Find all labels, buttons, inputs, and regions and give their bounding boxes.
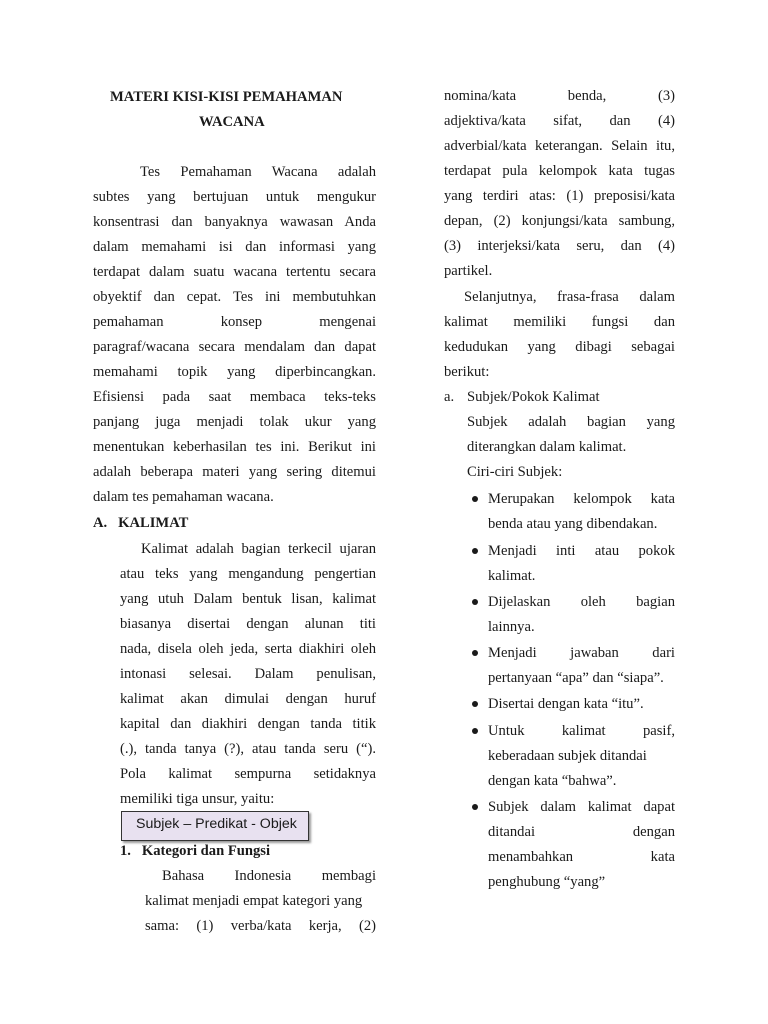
kalimat-line: memiliki tiga unsur, yaitu:: [120, 791, 275, 807]
bullet-dot-icon: [472, 548, 478, 554]
bullet-line: Menjadi inti atau pokok: [488, 543, 675, 559]
kategori-line: kalimat menjadi empat kategori yang: [145, 893, 363, 909]
bullet-line: Subjek dalam kalimat dapat: [488, 799, 675, 815]
frasa-line: Selanjutnya, frasa-frasa dalam: [464, 289, 675, 305]
bullet-line: Menjadi jawaban dari: [488, 645, 675, 661]
bullet-dot-icon: [472, 496, 478, 502]
intro-line: Tes Pemahaman Wacana adalah: [140, 164, 376, 180]
intro-line: panjang juga menjadi tolak ukur yang: [93, 414, 376, 430]
bullet-line: benda atau yang dibendakan.: [488, 516, 658, 532]
subjek-def-line: Subjek adalah bagian yang: [467, 414, 675, 430]
frasa-line: berikut:: [444, 364, 490, 380]
bullet-dot-icon: [472, 701, 478, 707]
cont-line: yang terdiri atas: (1) preposisi/kata: [444, 188, 675, 204]
title-line-2: WACANA: [199, 114, 265, 130]
subjek-def-line: diterangkan dalam kalimat.: [467, 439, 627, 455]
intro-line: dalam memahami isi dan informasi yang: [93, 239, 376, 255]
kalimat-line: Pola kalimat sempurna setidaknya: [120, 766, 376, 782]
cont-line: nomina/kata benda, (3): [444, 88, 675, 104]
kalimat-line: Kalimat adalah bagian terkecil ujaran: [141, 541, 376, 557]
kalimat-line: intonasi selesai. Dalam penulisan,: [120, 666, 376, 682]
bullet-line: pertanyaan “apa” dan “siapa”.: [488, 670, 664, 686]
kategori-line: sama: (1) verba/kata kerja, (2): [145, 918, 376, 934]
intro-line: paragraf/wacana secara mendalam dan dapat: [93, 339, 376, 355]
intro-line: terdapat dalam suatu wacana tertentu secara: [93, 264, 376, 280]
intro-line: Efisiensi pada saat membaca teks-teks: [93, 389, 376, 405]
bullet-dot-icon: [472, 599, 478, 605]
bullet-line: keberadaan subjek ditandai: [488, 748, 647, 764]
kalimat-line: atau teks yang mengandung pengertian: [120, 566, 376, 582]
bullet-line: ditandai dengan: [488, 824, 675, 840]
cont-line: (3) interjeksi/kata seru, dan (4): [444, 238, 675, 254]
subheading-kategori: 1. Kategori dan Fungsi: [120, 843, 271, 859]
bullet-dot-icon: [472, 650, 478, 656]
bullet-line: lainnya.: [488, 619, 535, 635]
frasa-line: kedudukan yang dibagi sebagai: [444, 339, 675, 355]
bullet-line: Merupakan kelompok kata: [488, 491, 675, 507]
sentence-pattern-text: Subjek – Predikat - Objek: [136, 816, 297, 832]
kategori-line: Bahasa Indonesia membagi: [162, 868, 376, 884]
intro-line: dalam tes pemahaman wacana.: [93, 489, 274, 505]
bullet-line: penghubung “yang”: [488, 874, 606, 890]
cont-line: adverbial/kata keterangan. Selain itu,: [444, 138, 675, 154]
bullet-line: kalimat.: [488, 568, 536, 584]
bullet-line: Dijelaskan oleh bagian: [488, 594, 675, 610]
cont-line: depan, (2) konjungsi/kata sambung,: [444, 213, 675, 229]
bullet-line: Disertai dengan kata “itu”.: [488, 696, 644, 712]
kalimat-line: biasanya disertai dengan alunan titi: [120, 616, 376, 632]
intro-line: menentukan keberhasilan tes ini. Berikut ini: [93, 439, 376, 455]
intro-line: memahami topik yang diperbincangkan.: [93, 364, 376, 380]
bullet-line: menambahkan kata: [488, 849, 675, 865]
kalimat-line: kalimat akan dimulai dengan huruf: [120, 691, 376, 707]
list-marker-a: a.: [444, 389, 455, 405]
cont-line: partikel.: [444, 263, 493, 279]
bullet-dot-icon: [472, 728, 478, 734]
bullet-line: dengan kata “bahwa”.: [488, 773, 617, 789]
ciri-heading: Ciri-ciri Subjek:: [467, 464, 563, 480]
intro-line: adalah beberapa materi yang sering ditemui: [93, 464, 376, 480]
intro-line: subtes yang bertujuan untuk mengukur: [93, 189, 376, 205]
cont-line: adjektiva/kata sifat, dan (4): [444, 113, 675, 129]
intro-line: pemahaman konsep mengenai: [93, 314, 376, 330]
intro-line: obyektif dan cepat. Tes ini membutuhkan: [93, 289, 376, 305]
title-line-1: MATERI KISI-KISI PEMAHAMAN: [110, 89, 343, 105]
kalimat-line: (.), tanda tanya (?), atau tanda seru (“).: [120, 741, 376, 757]
kalimat-line: yang utuh Dalam bentuk lisan, kalimat: [120, 591, 376, 607]
section-heading-kalimat: A. KALIMAT: [93, 515, 189, 531]
subjek-heading: Subjek/Pokok Kalimat: [467, 389, 600, 405]
bullet-line: Untuk kalimat pasif,: [488, 723, 675, 739]
intro-line: konsentrasi dan banyaknya wawasan Anda: [93, 214, 376, 230]
frasa-line: kalimat memiliki fungsi dan: [444, 314, 675, 330]
cont-line: terdapat pula kelompok kata tugas: [444, 163, 675, 179]
kalimat-line: nada, disela oleh jeda, serta diakhiri oleh: [120, 641, 376, 657]
bullet-dot-icon: [472, 804, 478, 810]
kalimat-line: kapital dan diakhiri dengan tanda titik: [120, 716, 376, 732]
